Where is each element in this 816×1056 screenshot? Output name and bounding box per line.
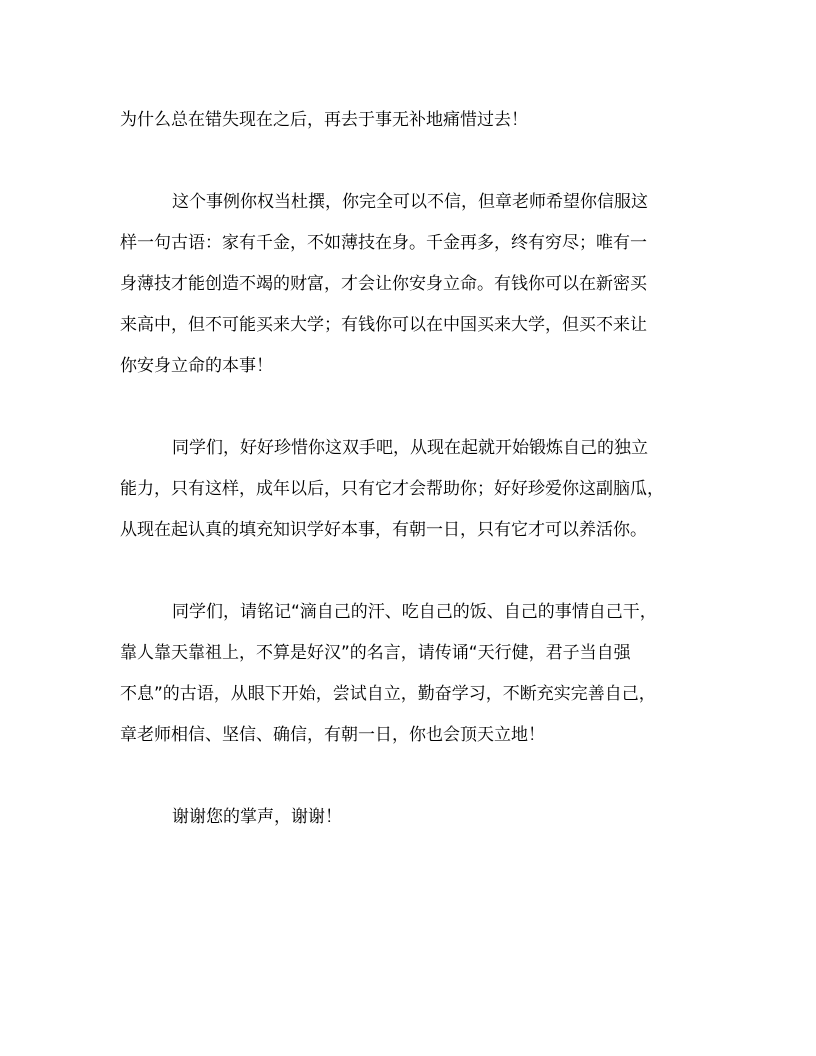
paragraph-2-line-2: 样一句古语：家有千金，不如薄技在身。千金再多，终有穷尽；唯有一 [120,233,647,253]
paragraph-3-line-2: 能力，只有这样，成年以后，只有它才会帮助你；好好珍爱你这副脑瓜， [120,479,664,499]
paragraph-4-line-1: 同学们，请铭记“滴自己的汗、吃自己的饭、自己的事情自己干， [172,602,657,622]
paragraph-4-line-3: 不息”的古语，从眼下开始，尝试自立，勤奋学习，不断充实完善自己， [120,684,656,704]
paragraph-3-line-3: 从现在起认真的填充知识学好本事，有朝一日，只有它才可以养活你。 [120,520,647,540]
paragraph-2-line-3: 身薄技才能创造不竭的财富，才会让你安身立命。有钱你可以在新密买 [120,274,647,294]
paragraph-2-line-4: 来高中，但不可能买来大学；有钱你可以在中国买来大学，但买不来让 [120,315,647,335]
paragraph-4-line-2: 靠人靠天靠祖上，不算是好汉”的名言，请传诵“天行健，君子当自强 [120,643,631,663]
paragraph-4-line-4: 章老师相信、坚信、确信，有朝一日，你也会顶天立地！ [120,725,545,745]
paragraph-1-line-1: 为什么总在错失现在之后，再去于事无补地痛惜过去！ [120,110,528,130]
paragraph-3-line-1: 同学们，好好珍惜你这双手吧，从现在起就开始锻炼自己的独立 [172,438,648,458]
paragraph-5-line-1: 谢谢您的掌声，谢谢！ [172,807,342,827]
paragraph-2-line-1: 这个事例你权当杜撰，你完全可以不信，但章老师希望你信服这 [172,192,648,212]
paragraph-2-line-5: 你安身立命的本事！ [120,356,273,376]
